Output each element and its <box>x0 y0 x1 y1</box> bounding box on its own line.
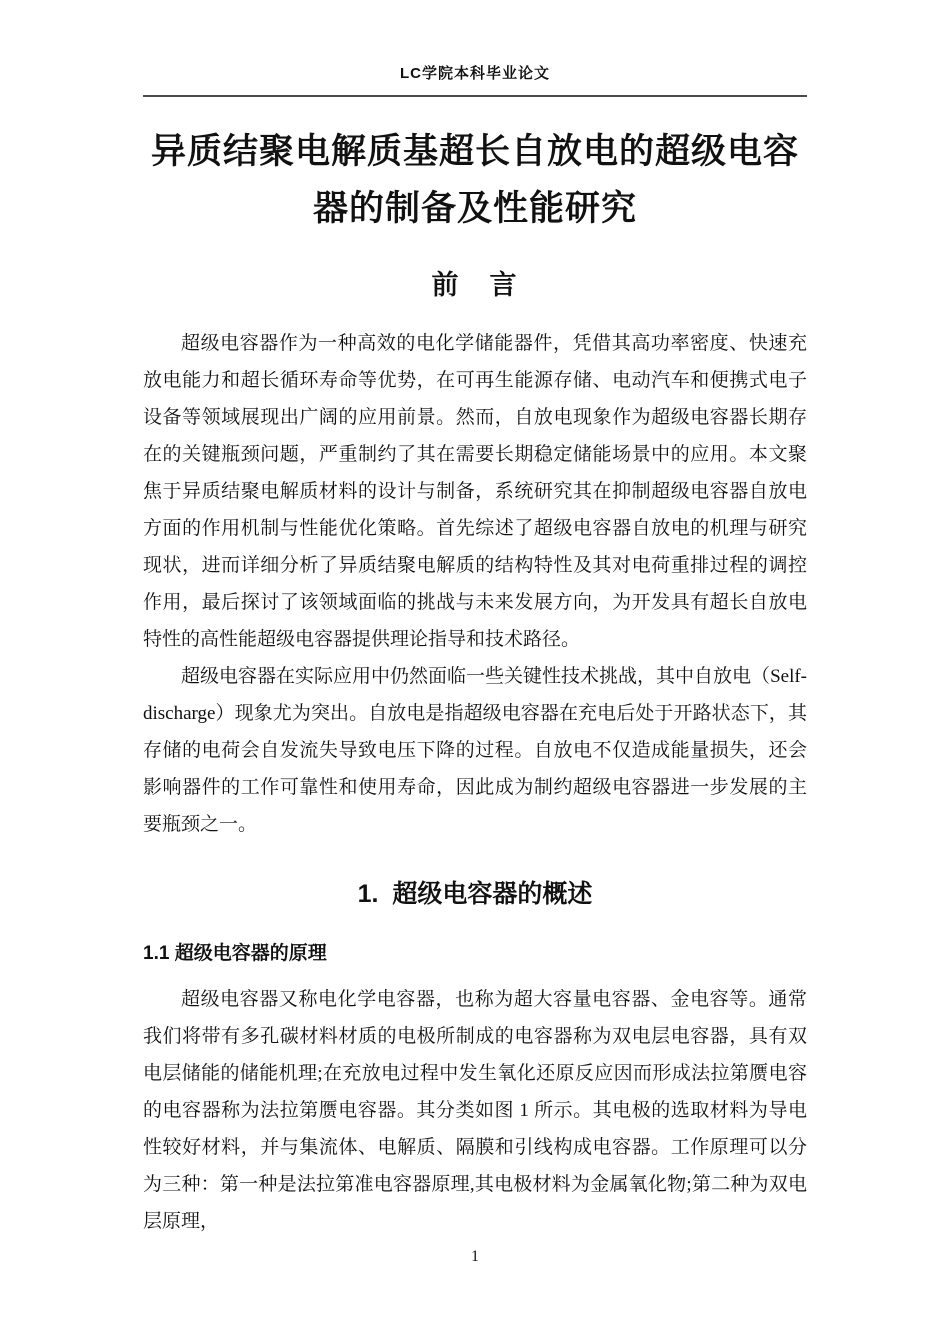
page-footer <box>0 1248 950 1266</box>
page-header <box>143 64 807 97</box>
preface-paragraph-2: 超级电容器在实际应用中仍然面临一些关键性技术挑战，其中自放电（Self-discharge）现象尤为突出。自放电是指超级电容器在充电后处于开路状态下，其存储的电荷会自发流失导致电压下降的过程。自放电不仅造成能量损失，还会影响器件的工作可靠性和使用寿命，因此成为制约超级电容器进一步发展的主要瓶颈之一。 <box>143 666 807 835</box>
section-1-heading: 1. 超级电容器的概述 <box>357 880 593 908</box>
header-running-title: LC学院本科毕业论文 <box>400 65 550 82</box>
document-title: 异质结聚电解质基超长自放电的超级电容器的制备及性能研究 <box>150 132 799 228</box>
subsection-1-1-heading: 1.1 超级电容器的原理 <box>143 943 327 964</box>
preface-paragraph-1: 超级电容器作为一种高效的电化学储能器件，凭借其高功率密度、快速充放电能力和超长循环寿命等优势，在可再生能源存储、电动汽车和便携式电子设备等领域展现出广阔的应用前景。然而，自放电现象作为超级电容器长期存在的关键瓶颈问题，严重制约了其在需要长期稳定储能场景中的应用。本文聚焦于异质结聚电解质材料的设计与制备，系统研究其在抑制超级电容器自放电方面的作用机制与性能优化策略。首先综述了超级电容器自放电的机理与研究现状，进而详细分析了异质结聚电解质的结构特性及其对电荷重排过程的调控作用，最后探讨了该领域面临的挑战与未来发展方向，为开发具有超长自放电特性的高性能超级电容器提供理论指导和技术路径。 <box>143 333 807 650</box>
page-number: 1 <box>471 1248 479 1265</box>
preface-heading: 前 言 <box>431 270 519 300</box>
subsection-1-1-paragraph-1: 超级电容器又称电化学电容器，也称为超大容量电容器、金电容等。通常我们将带有多孔碳材料材质的电极所制成的电容器称为双电层电容器，具有双电层储能的储能机理;在充放电过程中发生氧化还原反应因而形成法拉第赝电容的电容器称为法拉第赝电容器。其分类如图 1 所示。其电极的选取材料为导电性较好材料，并与集流体、电解质、隔膜和引线构成电容器。工作原理可以分为三种：第一种是法拉第准电容器原理,其电极材料为金属氧化物;第二种为双电层原理， <box>143 989 807 1232</box>
